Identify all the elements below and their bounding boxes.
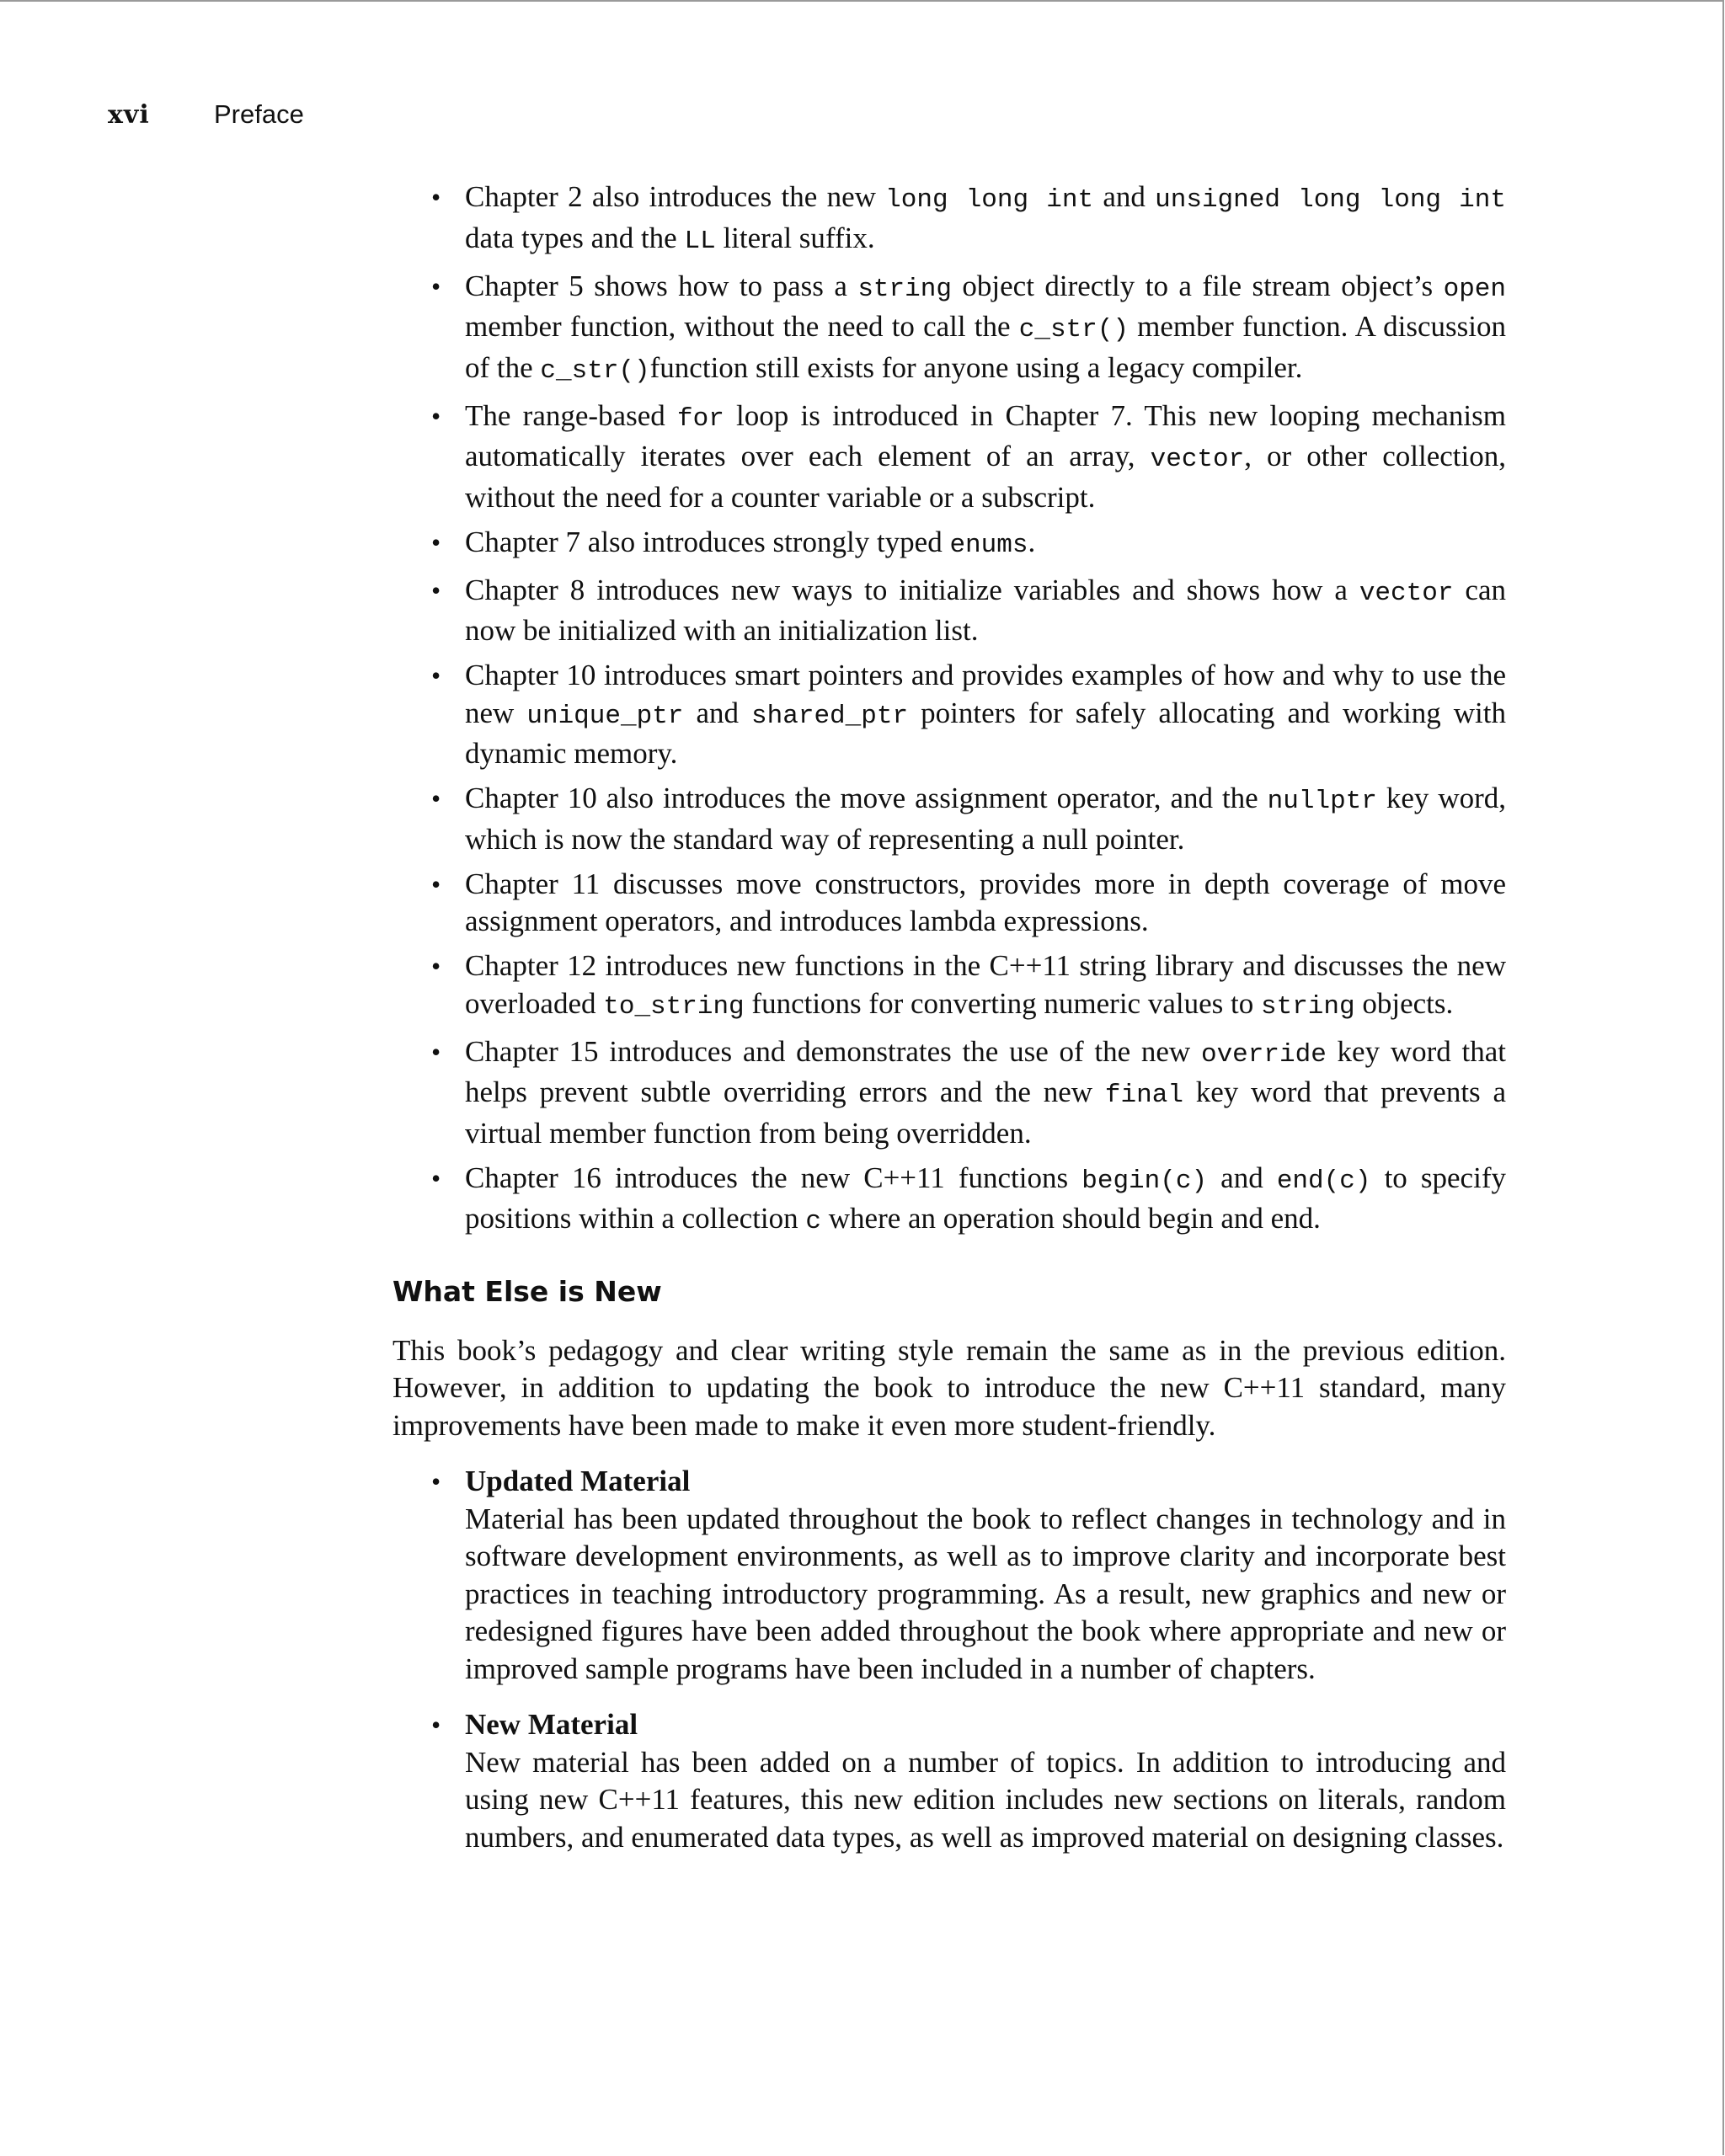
text-run: key word that helps prevent subtle overriding errors and the new bbox=[465, 1034, 1507, 1108]
text-run: loop is introduced in Chapter 7. This new looping mechanism automatically iterates over each element of an array, bbox=[465, 398, 1507, 472]
bullet-icon: • bbox=[431, 1710, 441, 1740]
text-run: Chapter 7 also introduces strongly typed bbox=[465, 525, 950, 558]
code-term: c bbox=[805, 1207, 822, 1236]
bullet-icon: • bbox=[431, 574, 441, 606]
code-term: unique_ptr bbox=[526, 701, 684, 731]
text-run: object directly to a file stream object’s bbox=[951, 269, 1444, 302]
change-list-item bbox=[431, 524, 1506, 565]
improvements-list bbox=[393, 1463, 1506, 1856]
improvement-list-item bbox=[431, 1463, 1506, 1688]
change-list-item bbox=[431, 780, 1506, 858]
code-term: vector bbox=[1359, 578, 1454, 608]
text-run: , or other collection, without the need for a counter variable or a subscript. bbox=[465, 440, 1506, 514]
text-run: Chapter 12 introduces new functions in the C++11 string library and discusses the new overloaded bbox=[465, 949, 1506, 1020]
code-term: final bbox=[1104, 1081, 1183, 1110]
section-intro-paragraph: This book’s pedagogy and clear writing style remain the same as in the previous edition. However, in addition to updating the book to introduce the new C++11 standard, many improvements have been made to make it even more student-friendly. bbox=[393, 1333, 1506, 1442]
text-run: literal suffix. bbox=[715, 221, 875, 254]
improvement-title: Updated Material bbox=[465, 1465, 691, 1497]
code-term: string bbox=[1260, 991, 1355, 1022]
text-run: Chapter 10 also introduces the move assignment operator, and the bbox=[465, 782, 1268, 814]
text-run: and bbox=[683, 696, 752, 729]
page-content bbox=[393, 179, 1506, 1875]
code-term: begin(c) bbox=[1081, 1166, 1208, 1196]
text-run: Chapter 10 introduces smart pointers and provides examples of how and why to use the new bbox=[465, 659, 1506, 729]
change-list-item bbox=[431, 179, 1506, 260]
text-run: functions for converting numeric values to bbox=[744, 986, 1261, 1020]
change-list-item bbox=[431, 947, 1506, 1026]
change-list-item bbox=[431, 572, 1506, 650]
text-run: Chapter 11 discusses move constructors, provides more in depth coverage of move assignment operators, and introduces lambda expressions. bbox=[465, 867, 1506, 937]
improvement-body: Material has been updated throughout the book to reflect changes in technology and in software development environments, as well as to improve clarity and incorporate best practices in teaching introductory programming. As a result, new graphics and new or redesigned figures have been added throughout the book where appropriate and new or improved sample programs have been included in a number of chapters. bbox=[465, 1502, 1506, 1685]
text-run: key word that prevents a virtual member function from being overridden. bbox=[465, 1075, 1507, 1150]
bullet-icon: • bbox=[431, 400, 441, 431]
text-run: can now be initialized with an initialization list. bbox=[465, 573, 1506, 647]
bullet-icon: • bbox=[431, 526, 441, 558]
text-run: objects. bbox=[1354, 986, 1454, 1020]
bullet-icon: • bbox=[431, 660, 441, 691]
bullet-icon: • bbox=[431, 1036, 441, 1067]
code-term: c_str() bbox=[540, 355, 650, 386]
text-run: Chapter 2 also introduces the new bbox=[465, 180, 886, 213]
bullet-icon: • bbox=[431, 783, 441, 814]
bullet-icon: • bbox=[431, 868, 441, 899]
improvement-body: New material has been added on a number of topics. In addition to introducing and using new C++11 features, this new edition includes new sections on literals, random numbers, and enumerated data types, as well as improved material on designing classes. bbox=[465, 1745, 1506, 1854]
running-head-title: Preface bbox=[214, 99, 304, 129]
text-run: member function, without the need to call the bbox=[465, 310, 1019, 343]
text-run: . bbox=[1028, 525, 1036, 558]
text-run: Chapter 16 introduces the new C++11 functions bbox=[465, 1161, 1082, 1194]
code-term: for bbox=[676, 403, 724, 434]
bullet-icon: • bbox=[431, 1162, 441, 1193]
text-run: member function. A discussion of the bbox=[465, 310, 1506, 384]
code-term: override bbox=[1200, 1039, 1327, 1070]
change-list-item bbox=[431, 398, 1507, 517]
change-list-item bbox=[431, 1160, 1506, 1241]
text-run: The range-based bbox=[465, 398, 677, 432]
section-heading: What Else is New bbox=[393, 1274, 662, 1308]
running-head bbox=[108, 99, 304, 141]
text-run: and bbox=[1207, 1161, 1277, 1194]
code-term: unsigned long long int bbox=[1155, 185, 1506, 215]
change-list-item bbox=[431, 268, 1507, 391]
code-term: to_string bbox=[603, 991, 745, 1022]
text-run: Chapter 15 introduces and demonstrates the use of the new bbox=[465, 1034, 1201, 1068]
code-term: vector bbox=[1150, 445, 1245, 474]
bullet-icon: • bbox=[431, 270, 441, 302]
bullet-icon: • bbox=[431, 951, 441, 981]
code-term: open bbox=[1443, 274, 1507, 304]
code-term: end(c) bbox=[1276, 1166, 1371, 1196]
text-run: function still exists for anyone using a legacy compiler. bbox=[649, 350, 1303, 384]
code-term: string bbox=[857, 274, 952, 304]
text-run: where an operation should begin and end. bbox=[821, 1202, 1321, 1235]
bullet-icon: • bbox=[431, 1466, 441, 1497]
text-run: Chapter 5 shows how to pass a bbox=[465, 269, 858, 302]
text-run: key word, which is now the standard way of representing a null pointer. bbox=[465, 782, 1506, 856]
code-term: long long int bbox=[885, 185, 1094, 215]
change-list-item bbox=[431, 1033, 1507, 1153]
improvement-title: New Material bbox=[465, 1708, 638, 1741]
text-run: pointers for safely allocating and working with dynamic memory. bbox=[465, 696, 1506, 770]
code-term: LL bbox=[684, 226, 716, 256]
code-term: nullptr bbox=[1267, 787, 1377, 816]
improvement-list-item bbox=[431, 1706, 1506, 1856]
code-term: enums bbox=[949, 530, 1028, 560]
change-list-item bbox=[431, 657, 1506, 773]
change-list-item bbox=[431, 866, 1506, 941]
new-features-list bbox=[393, 179, 1506, 1241]
page-number: xvi bbox=[108, 100, 150, 130]
text-run: Chapter 8 introduces new ways to initialize variables and shows how a bbox=[465, 573, 1359, 606]
bullet-icon: • bbox=[431, 182, 441, 212]
code-term: shared_ptr bbox=[751, 701, 909, 731]
text-run: and bbox=[1093, 180, 1156, 213]
code-term: c_str() bbox=[1018, 315, 1129, 344]
text-run: data types and the bbox=[465, 221, 685, 254]
text-run: to specify positions within a collection bbox=[465, 1161, 1506, 1235]
